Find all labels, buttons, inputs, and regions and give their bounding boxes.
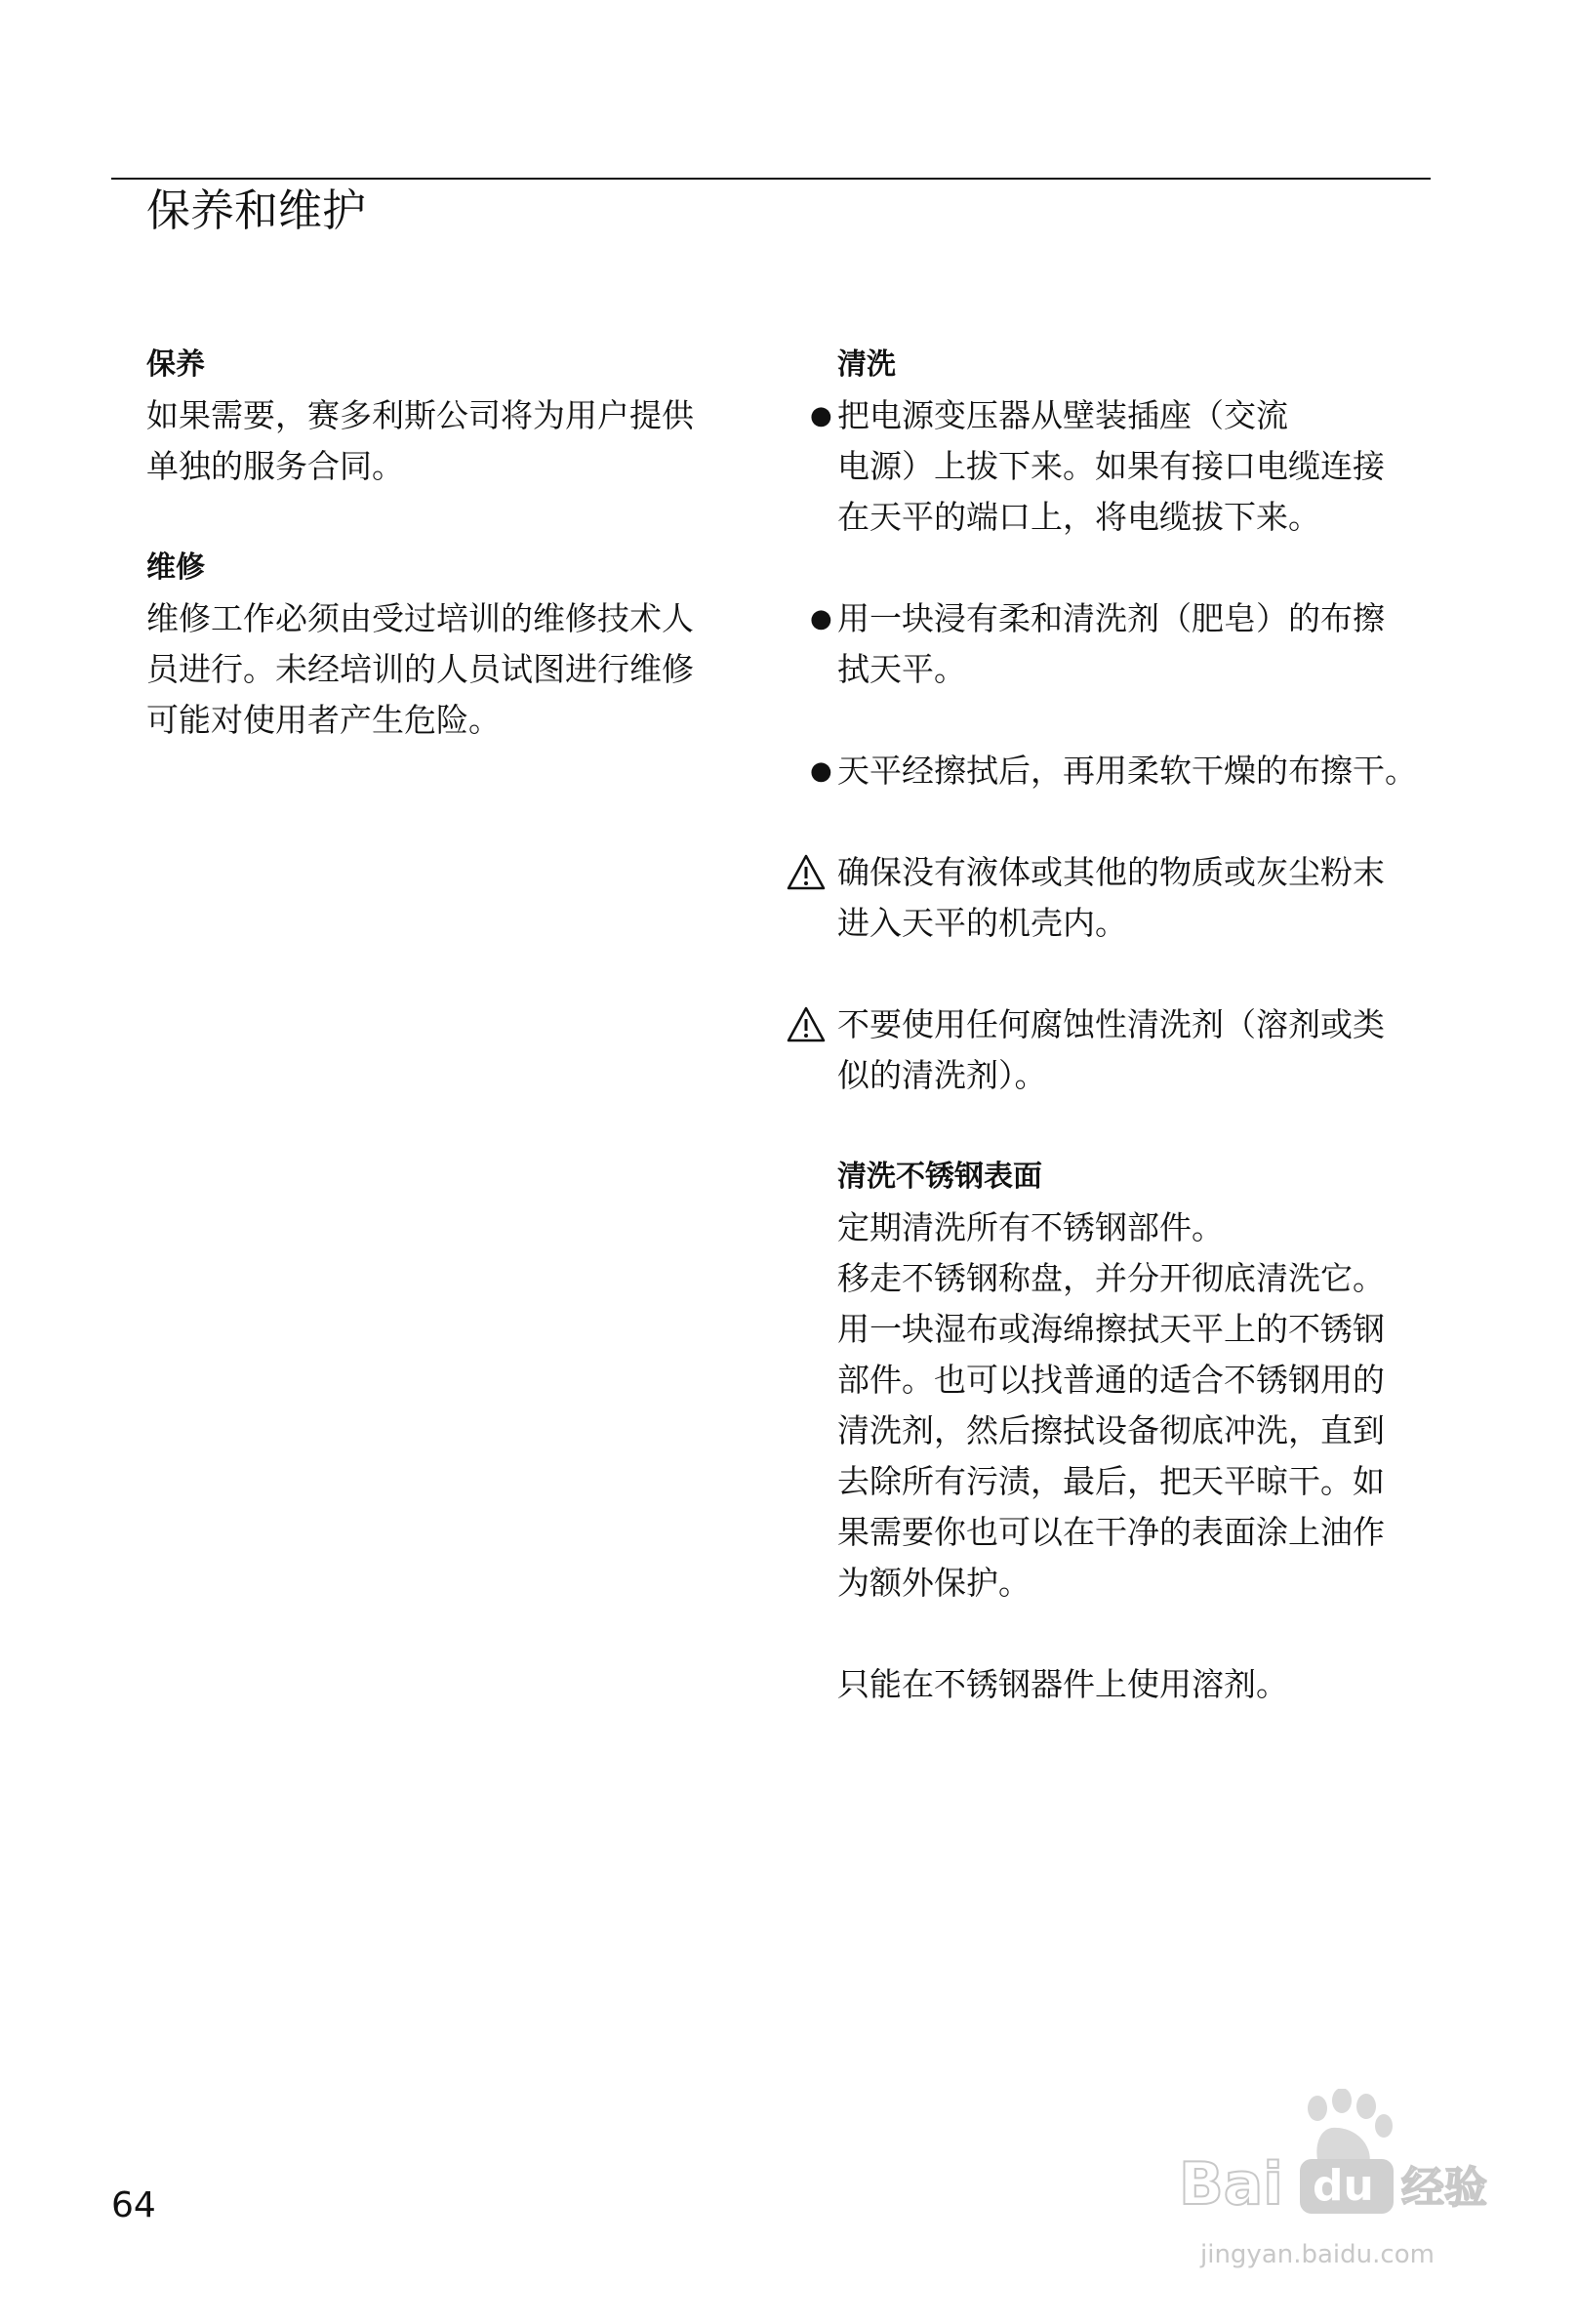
page-number: 64	[111, 2185, 156, 2225]
page-title: 保养和维护	[146, 184, 367, 236]
stainless-line: 清洗剂，然后擦拭设备彻底冲洗，直到	[837, 1411, 1385, 1449]
cleaning-bullet	[787, 593, 1450, 695]
bullet-line: 拭天平。	[837, 650, 966, 688]
maintenance-line: 如果需要，赛多利斯公司将为用户提供	[146, 396, 694, 434]
warning-triangle-icon	[787, 1005, 826, 1044]
repair-line: 可能对使用者产生危险。	[146, 701, 501, 739]
bullet-icon: ●	[810, 756, 832, 786]
warning-item	[787, 847, 1450, 949]
baidu-logo-text: Bai	[1179, 2150, 1283, 2219]
warning-item	[787, 999, 1450, 1101]
stainless-section	[787, 1152, 1450, 1609]
cleaning-bullet	[787, 390, 1450, 543]
left-column	[146, 340, 771, 796]
repair-line: 维修工作必须由受过培训的维修技术人	[146, 599, 694, 637]
stainless-line: 部件。也可以找普通的适合不锈钢用的	[837, 1361, 1385, 1399]
solvent-note: 只能在不锈钢器件上使用溶剂。	[837, 1665, 1288, 1703]
maintenance-line: 单独的服务合同。	[146, 447, 404, 485]
bullet-line: 用一块浸有柔和清洗剂（肥皂）的布擦	[837, 599, 1385, 637]
warning-triangle-icon	[787, 853, 826, 892]
stainless-line: 移走不锈钢称盘，并分开彻底清洗它。	[837, 1259, 1385, 1297]
stainless-line: 用一块湿布或海绵擦拭天平上的不锈钢	[837, 1310, 1385, 1348]
bullet-line: 把电源变压器从壁装插座（交流	[837, 396, 1288, 434]
watermark-url: jingyan.baidu.com	[1200, 2240, 1435, 2269]
cleaning-bullet	[787, 746, 1450, 796]
maintenance-heading: 保养	[146, 347, 205, 382]
repair-section	[146, 543, 771, 746]
bullet-line: 电源）上拔下来。如果有接口电缆连接	[837, 447, 1385, 485]
repair-heading: 维修	[146, 550, 205, 585]
warning-line: 确保没有液体或其他的物质或灰尘粉末	[837, 853, 1385, 891]
du-text: du	[1313, 2161, 1374, 2211]
jingyan-logo-text: 经验	[1401, 2163, 1487, 2213]
stainless-line: 定期清洗所有不锈钢部件。	[837, 1208, 1224, 1246]
warning-line: 不要使用任何腐蚀性清洗剂（溶剂或类	[837, 1005, 1385, 1043]
bullet-line: 天平经擦拭后，再用柔软干燥的布擦干。	[837, 752, 1417, 790]
baidu-jingyan-watermark	[1132, 2089, 1522, 2284]
bullet-icon: ●	[810, 604, 832, 633]
repair-line: 员进行。未经培训的人员试图进行维修	[146, 650, 694, 688]
cleaning-heading: 清洗	[837, 347, 896, 382]
warning-line: 进入天平的机壳内。	[837, 904, 1127, 942]
bullet-line: 在天平的端口上，将电缆拔下来。	[837, 498, 1320, 536]
stainless-heading: 清洗不锈钢表面	[837, 1160, 1042, 1194]
stainless-line: 为额外保护。	[837, 1564, 1031, 1602]
stainless-line: 去除所有污渍，最后，把天平晾干。如	[837, 1462, 1385, 1500]
bullet-icon: ●	[810, 401, 832, 430]
maintenance-section	[146, 340, 771, 492]
right-column	[787, 340, 1450, 1710]
warning-line: 似的清洗剂）。	[837, 1056, 1047, 1094]
stainless-line: 果需要你也可以在干净的表面涂上油作	[837, 1513, 1385, 1551]
